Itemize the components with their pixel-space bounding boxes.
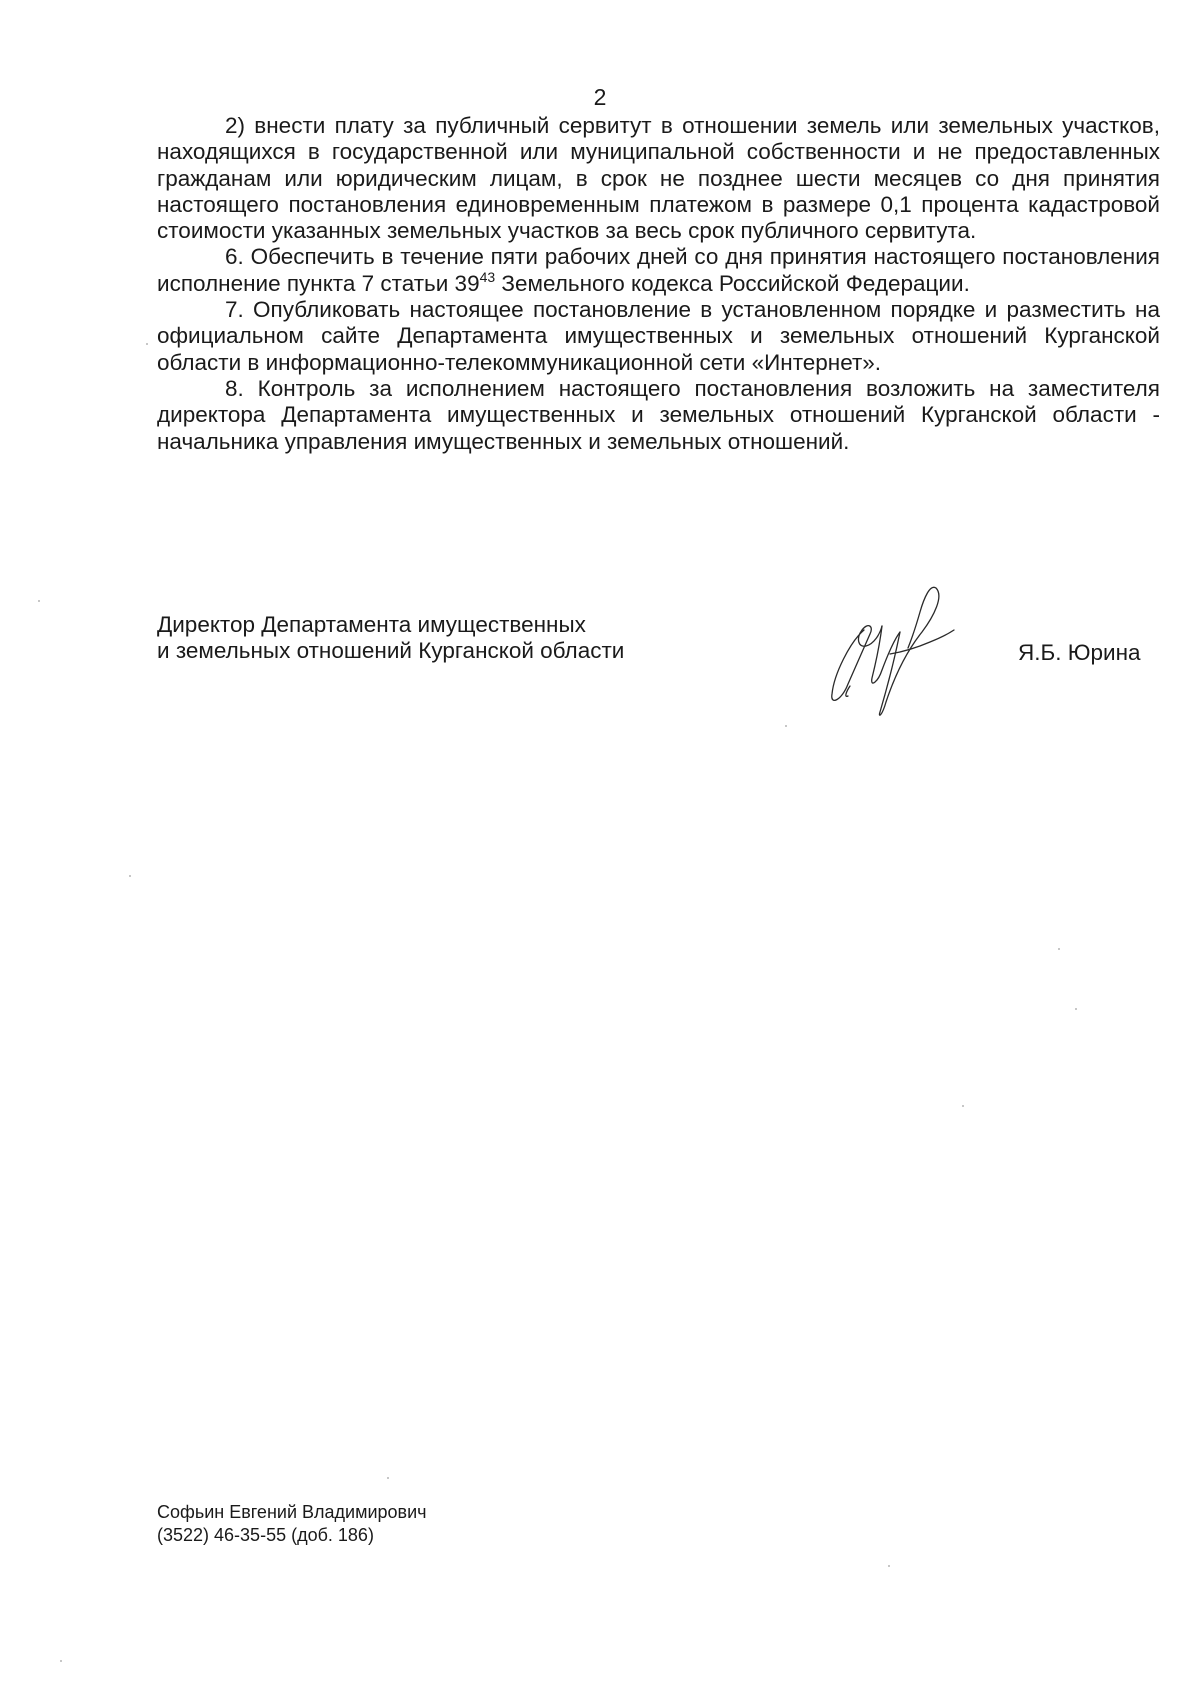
handwritten-signature [820,582,970,722]
paragraph-item-6 [157,244,1160,297]
contact-block [157,1501,427,1547]
scan-speck [888,1565,890,1567]
scan-speck [1075,1008,1077,1010]
signatory-position [157,612,624,664]
scan-speck [785,725,787,727]
signer-name: Я.Б. Юрина [1018,640,1141,665]
paragraph-item-2-payment: 2) внести плату за публичный сервитут в отношении земель или земельных участков, находящихся в государственной или муниципальной собственности и не предоставленных гражданам или юридическим лицам, в срок не позднее шести месяцев со дня принятия настоящего постановления единовременным платежом в размере 0,1 процента кадастровой стоимости указанных земельных участков за весь срок публичного сервитута. [157,113,1160,244]
page-number: 2 [593,84,607,110]
paragraph-6-text: 6. Обеспечить в течение пяти рабочих дней со дня принятия настоящего постановления исполнение пункта 7 статьи 39 [157,244,1160,296]
signatory-position-line-1: Директор Департамента имущественных [157,612,586,637]
article-superscript: 43 [479,268,496,285]
paragraph-6-text-end: Земельного кодекса Российской Федерации. [495,270,970,296]
scan-speck [1058,948,1060,950]
paragraph-item-7: 7. Опубликовать настоящее постановление в установленном порядке и разместить на официальном сайте Департамента имущественных и земельных отношений Курганской области в информационно-телекоммуникационной сети «Интернет». [157,297,1160,375]
contact-name: Софьин Евгений Владимирович [157,1502,427,1522]
signatory-position-line-2: и земельных отношений Курганской области [157,638,625,663]
scan-speck [129,875,131,877]
scan-speck [38,600,40,602]
paragraph-item-8: 8. Контроль за исполнением настоящего постановления возложить на заместителя директора Департамента имущественных и земельных отношений Курганской области - начальника управления имущественных и земельных отношений. [157,375,1160,454]
document-body [157,113,1160,455]
scan-speck [962,1105,964,1107]
contact-phone: (3522) 46-35-55 (доб. 186) [157,1525,374,1545]
scan-speck [146,343,148,345]
scan-speck [60,1660,62,1662]
scan-speck [387,1477,389,1479]
